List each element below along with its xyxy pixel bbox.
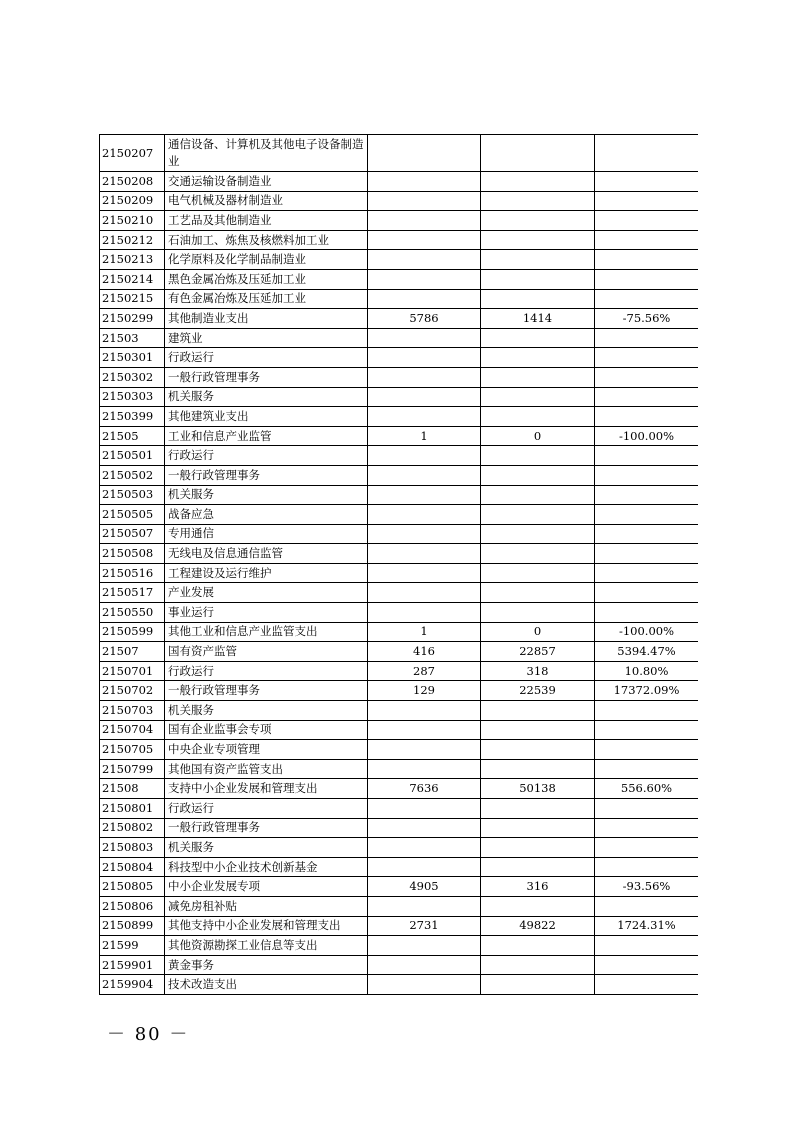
row-value1-cell [368,838,481,858]
row-code-cell: 2150599 [100,622,165,642]
row-value2-cell [481,191,595,211]
row-value1-cell [368,740,481,760]
row-percent-cell [595,387,699,407]
row-name-cell: 机关服务 [165,838,368,858]
row-value2-cell [481,955,595,975]
row-value1-cell [368,759,481,779]
table-row [100,367,699,387]
row-value1-cell [368,230,481,250]
row-value1-cell [368,135,481,172]
row-percent-cell [595,603,699,623]
row-name-cell: 电气机械及器材制造业 [165,191,368,211]
row-percent-cell: -75.56% [595,309,699,329]
row-value1-cell [368,485,481,505]
row-percent-cell [595,740,699,760]
row-value2-cell [481,135,595,172]
row-name-cell: 石油加工、炼焦及核燃料加工业 [165,230,368,250]
row-value2-cell [481,328,595,348]
row-value2-cell [481,524,595,544]
row-code-cell: 2150213 [100,250,165,270]
row-value1-cell [368,367,481,387]
row-percent-cell [595,838,699,858]
row-name-cell: 行政运行 [165,799,368,819]
table-row [100,975,699,995]
row-value1-cell: 1 [368,622,481,642]
table-row [100,269,699,289]
row-code-cell: 2150301 [100,348,165,368]
row-value1-cell [368,407,481,427]
row-code-cell: 2150303 [100,387,165,407]
row-code-cell: 21507 [100,642,165,662]
row-code-cell: 2150508 [100,544,165,564]
table-row [100,622,699,642]
row-value1-cell [368,603,481,623]
table-row [100,759,699,779]
row-percent-cell: 1724.31% [595,916,699,936]
table-row [100,740,699,760]
table-row [100,818,699,838]
row-percent-cell: 10.80% [595,661,699,681]
row-code-cell: 21599 [100,936,165,956]
row-percent-cell [595,230,699,250]
row-percent-cell [595,465,699,485]
table-row [100,896,699,916]
table-row [100,936,699,956]
table-row [100,485,699,505]
row-value1-cell: 7636 [368,779,481,799]
table-row [100,191,699,211]
row-name-cell: 建筑业 [165,328,368,348]
row-value1-cell [368,211,481,231]
table-row [100,407,699,427]
row-percent-cell: -100.00% [595,622,699,642]
row-percent-cell [595,211,699,231]
row-value2-cell [481,975,595,995]
row-value1-cell: 5786 [368,309,481,329]
row-name-cell: 无线电及信息通信监管 [165,544,368,564]
row-value2-cell: 22539 [481,681,595,701]
table-row [100,230,699,250]
row-name-cell: 其他制造业支出 [165,309,368,329]
row-percent-cell [595,191,699,211]
row-name-cell: 其他国有资产监管支出 [165,759,368,779]
row-code-cell: 2150505 [100,505,165,525]
row-name-cell: 工业和信息产业监管 [165,426,368,446]
row-percent-cell [595,759,699,779]
row-name-cell: 化学原料及化学制品制造业 [165,250,368,270]
table-row [100,779,699,799]
table-row [100,348,699,368]
row-percent-cell [595,407,699,427]
row-percent-cell [595,505,699,525]
row-value2-cell [481,407,595,427]
row-code-cell: 2150502 [100,465,165,485]
row-code-cell: 2150299 [100,309,165,329]
table-row [100,250,699,270]
row-percent-cell: -100.00% [595,426,699,446]
row-code-cell: 2150302 [100,367,165,387]
row-value1-cell [368,701,481,721]
row-value1-cell: 1 [368,426,481,446]
row-value1-cell [368,250,481,270]
row-name-cell: 战备应急 [165,505,368,525]
row-code-cell: 2150507 [100,524,165,544]
table-row [100,563,699,583]
row-value2-cell: 22857 [481,642,595,662]
row-value2-cell: 1414 [481,309,595,329]
row-name-cell: 机关服务 [165,387,368,407]
row-percent-cell [595,544,699,564]
row-value1-cell [368,269,481,289]
row-value2-cell [481,740,595,760]
row-value2-cell: 0 [481,622,595,642]
row-code-cell: 2150503 [100,485,165,505]
row-percent-cell [595,328,699,348]
row-value2-cell [481,799,595,819]
table-row [100,642,699,662]
row-name-cell: 国有资产监管 [165,642,368,662]
row-name-cell: 一般行政管理事务 [165,818,368,838]
row-value2-cell [481,485,595,505]
row-value2-cell [481,583,595,603]
row-value2-cell [481,896,595,916]
row-name-cell: 黑色金属冶炼及压延加工业 [165,269,368,289]
row-name-cell: 一般行政管理事务 [165,367,368,387]
table-row [100,603,699,623]
row-value2-cell [481,544,595,564]
row-value1-cell [368,524,481,544]
row-percent-cell [595,896,699,916]
row-value2-cell [481,818,595,838]
row-value2-cell [481,269,595,289]
row-code-cell: 2150214 [100,269,165,289]
table-row [100,681,699,701]
row-value2-cell [481,936,595,956]
row-name-cell: 行政运行 [165,661,368,681]
row-name-cell: 行政运行 [165,446,368,466]
row-value1-cell [368,387,481,407]
row-value1-cell [368,328,481,348]
row-percent-cell [595,250,699,270]
row-code-cell: 2150516 [100,563,165,583]
row-value1-cell [368,289,481,309]
row-value2-cell [481,211,595,231]
table-row [100,172,699,192]
row-value2-cell [481,367,595,387]
table-row [100,544,699,564]
row-name-cell: 一般行政管理事务 [165,681,368,701]
row-name-cell: 其他资源勘探工业信息等支出 [165,936,368,956]
row-code-cell: 2150215 [100,289,165,309]
row-name-cell: 通信设备、计算机及其他电子设备制造业 [165,135,368,172]
table-row [100,857,699,877]
row-code-cell: 2150702 [100,681,165,701]
row-percent-cell [595,720,699,740]
table-body [100,135,699,995]
row-value1-cell [368,465,481,485]
row-percent-cell [595,936,699,956]
row-value2-cell [481,759,595,779]
row-value1-cell [368,446,481,466]
table-row [100,465,699,485]
row-name-cell: 中央企业专项管理 [165,740,368,760]
row-percent-cell [595,818,699,838]
row-percent-cell [595,485,699,505]
row-value2-cell [481,465,595,485]
row-code-cell: 2150799 [100,759,165,779]
row-name-cell: 黄金事务 [165,955,368,975]
table-row [100,720,699,740]
row-code-cell: 2150517 [100,583,165,603]
row-percent-cell [595,975,699,995]
table-row [100,916,699,936]
row-code-cell: 2150550 [100,603,165,623]
row-value1-cell: 416 [368,642,481,662]
row-percent-cell [595,583,699,603]
row-value2-cell [481,563,595,583]
row-value1-cell [368,348,481,368]
row-percent-cell [595,524,699,544]
row-value2-cell [481,250,595,270]
row-percent-cell [595,446,699,466]
row-name-cell: 机关服务 [165,485,368,505]
table-row [100,426,699,446]
row-name-cell: 产业发展 [165,583,368,603]
row-value2-cell: 316 [481,877,595,897]
row-code-cell: 2150703 [100,701,165,721]
table-row [100,524,699,544]
row-name-cell: 中小企业发展专项 [165,877,368,897]
table-row [100,661,699,681]
table-row [100,838,699,858]
row-percent-cell [595,172,699,192]
table-row [100,955,699,975]
row-value1-cell [368,583,481,603]
row-name-cell: 支持中小企业发展和管理支出 [165,779,368,799]
row-code-cell: 2150804 [100,857,165,877]
row-name-cell: 有色金属冶炼及压延加工业 [165,289,368,309]
table-row [100,505,699,525]
row-percent-cell [595,955,699,975]
table-row [100,328,699,348]
row-name-cell: 其他支持中小企业发展和管理支出 [165,916,368,936]
row-code-cell: 2150501 [100,446,165,466]
row-value1-cell [368,799,481,819]
row-code-cell: 2150803 [100,838,165,858]
row-code-cell: 2150805 [100,877,165,897]
row-value1-cell [368,191,481,211]
row-value2-cell [481,505,595,525]
row-value2-cell: 50138 [481,779,595,799]
row-value2-cell [481,838,595,858]
row-percent-cell [595,269,699,289]
row-value1-cell [368,955,481,975]
row-name-cell: 交通运输设备制造业 [165,172,368,192]
table-row [100,211,699,231]
row-code-cell: 2150209 [100,191,165,211]
row-value1-cell [368,975,481,995]
budget-table [99,134,698,995]
row-percent-cell [595,348,699,368]
row-value1-cell [368,505,481,525]
page-number: － 80 － [107,1024,190,1045]
row-name-cell: 行政运行 [165,348,368,368]
table-row [100,387,699,407]
row-value2-cell: 0 [481,426,595,446]
row-value2-cell [481,172,595,192]
row-value2-cell [481,348,595,368]
row-percent-cell [595,135,699,172]
row-value2-cell [481,289,595,309]
table-row [100,309,699,329]
row-code-cell: 2150399 [100,407,165,427]
row-name-cell: 事业运行 [165,603,368,623]
row-value1-cell: 4905 [368,877,481,897]
row-value2-cell [481,230,595,250]
row-value1-cell: 2731 [368,916,481,936]
row-value2-cell [481,387,595,407]
row-name-cell: 工艺品及其他制造业 [165,211,368,231]
row-code-cell: 21505 [100,426,165,446]
row-percent-cell: 5394.47% [595,642,699,662]
row-code-cell: 2150207 [100,135,165,172]
row-value2-cell [481,446,595,466]
row-percent-cell [595,799,699,819]
row-value1-cell [368,896,481,916]
table-row [100,446,699,466]
row-name-cell: 其他工业和信息产业监管支出 [165,622,368,642]
row-code-cell: 2150899 [100,916,165,936]
row-code-cell: 2150212 [100,230,165,250]
row-value2-cell [481,603,595,623]
row-value2-cell: 318 [481,661,595,681]
row-name-cell: 机关服务 [165,701,368,721]
row-name-cell: 工程建设及运行维护 [165,563,368,583]
table-row [100,583,699,603]
row-code-cell: 21503 [100,328,165,348]
row-code-cell: 2150701 [100,661,165,681]
row-value2-cell [481,857,595,877]
row-value1-cell [368,720,481,740]
row-percent-cell [595,367,699,387]
row-value1-cell [368,563,481,583]
row-value1-cell: 287 [368,661,481,681]
row-code-cell: 2150210 [100,211,165,231]
row-value2-cell [481,701,595,721]
row-value2-cell [481,720,595,740]
row-value1-cell [368,936,481,956]
row-name-cell: 科技型中小企业技术创新基金 [165,857,368,877]
row-code-cell: 2150208 [100,172,165,192]
row-code-cell: 2150802 [100,818,165,838]
row-percent-cell: -93.56% [595,877,699,897]
row-percent-cell [595,563,699,583]
table-row [100,135,699,172]
table-row [100,289,699,309]
table-row [100,701,699,721]
row-code-cell: 2159901 [100,955,165,975]
row-code-cell: 21508 [100,779,165,799]
row-value1-cell [368,544,481,564]
row-value2-cell: 49822 [481,916,595,936]
row-name-cell: 其他建筑业支出 [165,407,368,427]
row-percent-cell [595,289,699,309]
row-name-cell: 专用通信 [165,524,368,544]
row-name-cell: 技术改造支出 [165,975,368,995]
row-code-cell: 2150806 [100,896,165,916]
row-percent-cell: 17372.09% [595,681,699,701]
table-row [100,877,699,897]
table-row [100,799,699,819]
row-percent-cell: 556.60% [595,779,699,799]
row-code-cell: 2150704 [100,720,165,740]
row-name-cell: 一般行政管理事务 [165,465,368,485]
row-percent-cell [595,701,699,721]
row-value1-cell: 129 [368,681,481,701]
row-value1-cell [368,857,481,877]
row-code-cell: 2159904 [100,975,165,995]
row-percent-cell [595,857,699,877]
row-code-cell: 2150801 [100,799,165,819]
row-value1-cell [368,818,481,838]
row-value1-cell [368,172,481,192]
row-name-cell: 减免房租补贴 [165,896,368,916]
row-code-cell: 2150705 [100,740,165,760]
row-name-cell: 国有企业监事会专项 [165,720,368,740]
